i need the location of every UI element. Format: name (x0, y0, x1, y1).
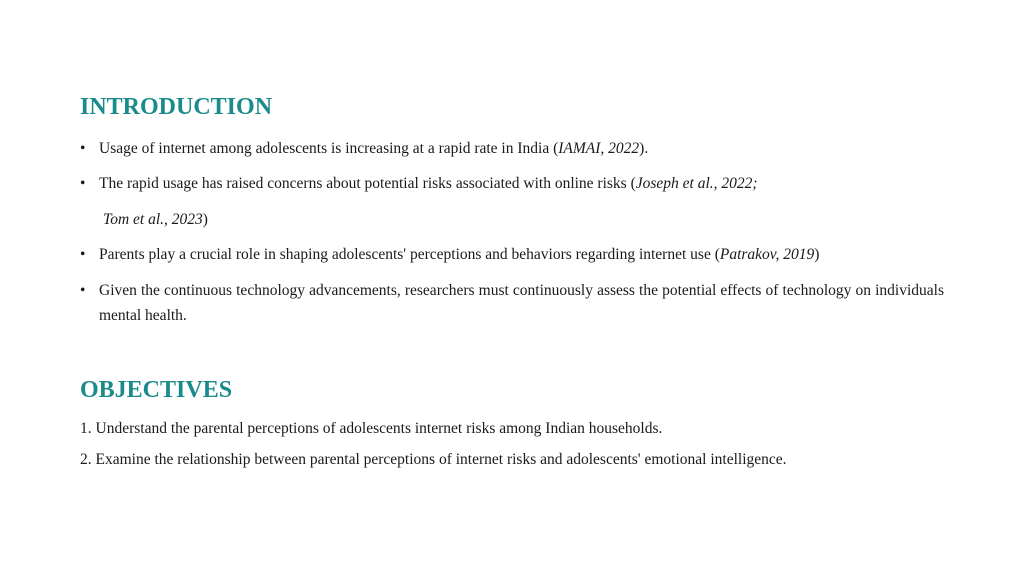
citation: IAMAI, 2022 (558, 140, 640, 157)
bullet-dot: • (80, 282, 86, 299)
introduction-heading: INTRODUCTION (80, 94, 273, 120)
citation: Patrakov, 2019 (719, 246, 815, 263)
intro-bullet-4 (80, 278, 944, 328)
objectives-heading: OBJECTIVES (80, 377, 233, 403)
bullet-text: Given the continuous technology advancements, researchers must continuously assess the potential effects of technology on individuals mental health. (99, 282, 944, 324)
citation: Joseph et al., 2022; (635, 175, 758, 192)
bullet-text: Usage of internet among adolescents is increasing at a rapid rate in India (IAMAI, 2022). (99, 140, 649, 157)
bullet-text: Parents play a crucial role in shaping adolescents' perceptions and behaviors regarding internet use (Patrakov, 2019) (99, 246, 820, 263)
bullet-dot: • (80, 175, 86, 192)
objective-item-2: 2. Examine the relationship between parental perceptions of internet risks and adolescents' emotional intelligence. (80, 451, 787, 468)
bullet-dot: • (80, 246, 86, 263)
intro-bullet-3 (80, 242, 944, 267)
citation: Tom et al., 2023 (103, 211, 203, 228)
bullet-text: The rapid usage has raised concerns about potential risks associated with online risks (Joseph et al., 2022; (99, 175, 758, 192)
intro-bullet-2-continuation: Tom et al., 2023) (103, 211, 208, 228)
objective-item-1: 1. Understand the parental perceptions of adolescents internet risks among Indian households. (80, 420, 663, 437)
bullet-dot: • (80, 140, 86, 157)
intro-bullet-1 (80, 136, 944, 161)
intro-bullet-2 (80, 171, 944, 196)
